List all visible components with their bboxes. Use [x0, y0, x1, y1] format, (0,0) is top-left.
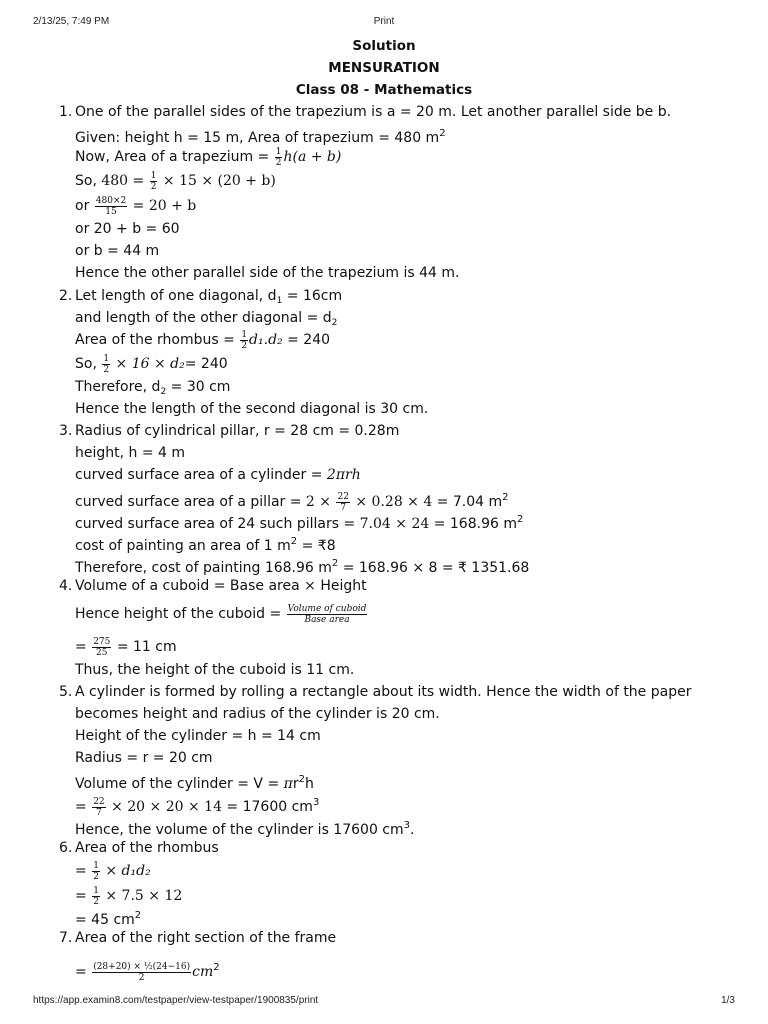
- q5-text-5b: h: [304, 776, 314, 792]
- q5-line-4: [75, 747, 213, 769]
- q3-text-5b: = 168.96 m: [429, 516, 517, 532]
- frac-den: 2: [93, 896, 99, 907]
- q1-math-5: = 20 + b: [128, 198, 197, 214]
- q1-line-1: [59, 101, 672, 123]
- q2-sub-5: 2: [160, 387, 167, 397]
- q4-text-3b: = 11 cm: [112, 639, 177, 655]
- q5-sup-7: 3: [403, 820, 411, 831]
- q5-r: r: [292, 776, 299, 792]
- q1-fraction-5: [95, 196, 127, 217]
- frac-den: 25: [96, 647, 108, 658]
- q7-fraction-2: [92, 962, 191, 983]
- q1-line-4: [75, 170, 276, 192]
- q1-text-6: or 20 + b = 60: [75, 221, 180, 237]
- q3-line-1: [59, 420, 400, 442]
- frac-num: 22: [93, 796, 105, 807]
- frac-num: (28+20) × ½(24−16): [93, 961, 191, 972]
- q1-text-8: Hence the other parallel side of the trapezium is 44 m.: [75, 265, 460, 281]
- q4-line-1: [59, 575, 367, 597]
- q3-math-4a: 2 ×: [305, 494, 336, 510]
- q2-text-2: and length of the other diagonal = d: [75, 310, 332, 326]
- frac-num: 22: [337, 491, 349, 502]
- q5-text-4: Radius = r = 20 cm: [75, 750, 213, 766]
- q1-text-4: So,: [75, 173, 102, 189]
- q2-number: 2.: [59, 288, 73, 304]
- q1-line-8: [75, 262, 460, 284]
- q1-sup-2: 2: [439, 128, 446, 139]
- document-titles: [0, 35, 768, 101]
- frac-num: 1: [150, 170, 157, 181]
- q2-text-1: Let length of one diagonal, d: [75, 288, 277, 304]
- frac-den: 2: [138, 972, 145, 983]
- q6-line-1: [59, 837, 219, 859]
- q2-line-4: [75, 353, 228, 375]
- q3-sup-6: 2: [290, 536, 298, 547]
- q5-sup-6: 3: [312, 797, 320, 808]
- q2-line-6: [75, 398, 428, 420]
- q5-text-7: Hence, the volume of the cylinder is 17600 cm: [75, 822, 404, 838]
- frac-den: 2: [103, 364, 110, 375]
- q3-text-7b: = 168.96 × 8 = ₹ 1351.68: [338, 560, 530, 576]
- q4-text-1: Volume of a cuboid = Base area: [75, 578, 305, 594]
- q6-line-2: [75, 860, 151, 882]
- q5-line-2: [75, 703, 440, 725]
- q5-text-7b: .: [410, 822, 415, 838]
- q1-text-5: or: [75, 198, 94, 214]
- q7-math-2: cm: [192, 964, 214, 980]
- chapter-title: MENSURATION: [328, 60, 440, 76]
- footer-url: https://app.examin8.com/testpaper/view-testpaper/1900835/print: [33, 995, 319, 1006]
- q3-math-5: 7.04 × 24: [359, 516, 430, 532]
- q6-eq-2: =: [75, 863, 92, 879]
- q2-sub-2: 2: [331, 318, 338, 328]
- q2-text-3: Area of the rhombus =: [75, 332, 240, 348]
- q5-math-6: × 20 × 20 × 14: [106, 799, 222, 815]
- q3-text-5: curved surface area of 24 such pillars =: [75, 516, 360, 532]
- q2-text-6: Hence the length of the second diagonal is 30 cm.: [75, 401, 429, 417]
- q2-math-3: d₁.d₂: [249, 332, 283, 348]
- q4-line-3: [75, 636, 177, 658]
- q2-fraction-3: [240, 330, 248, 351]
- print-datetime: 2/13/25, 7:49 PM: [33, 16, 110, 27]
- q2-fraction-4: [102, 354, 110, 375]
- q2-line-3: [75, 329, 330, 351]
- q3-sup-7: 2: [331, 558, 339, 569]
- q3-number: 3.: [59, 423, 73, 439]
- q4-fraction-3: [92, 637, 111, 658]
- frac-num: 1: [93, 885, 99, 896]
- q5-pi: π: [283, 776, 293, 792]
- q4-text-2: Hence height of the cuboid =: [75, 606, 286, 622]
- print-header-title: Print: [373, 16, 395, 27]
- frac-num: 1: [275, 146, 282, 157]
- q4-text-3: =: [75, 639, 92, 655]
- q7-number: 7.: [59, 930, 73, 946]
- page-number: 1/3: [721, 995, 735, 1006]
- q6-number: 6.: [59, 840, 73, 856]
- q2-text-1b: = 16cm: [282, 288, 343, 304]
- q1-text-2: Given: height h = 15 m, Area of trapezium = 480 m: [75, 130, 440, 146]
- q4-line-2: [75, 603, 368, 625]
- q3-sup-4: 2: [502, 492, 509, 503]
- frac-den: 2: [275, 157, 282, 168]
- q1-line-7: [75, 240, 159, 262]
- q7-line-2: [75, 957, 220, 983]
- q5-line-3: [75, 725, 321, 747]
- frac-den: 15: [105, 206, 117, 217]
- q1-text-3: Now, Area of a trapezium =: [75, 149, 274, 165]
- q6-fraction-3: [92, 886, 100, 907]
- q5-text-1: A cylinder is formed by rolling a rectangle about its width. Hence the width of the paper: [75, 684, 692, 700]
- q3-text-6: cost of painting an area of 1 m: [75, 538, 291, 554]
- q4-line-4: [75, 659, 354, 681]
- q6-eq-3: =: [75, 888, 92, 904]
- q4-times: ×: [304, 578, 316, 594]
- frac-den: 7: [96, 807, 102, 818]
- q6-text-4: = 45 cm: [75, 912, 135, 928]
- q6-math-3: × 7.5 × 12: [100, 888, 183, 904]
- q3-text-2: height, h = 4 m: [75, 445, 186, 461]
- q2-text-5: Therefore, d: [75, 379, 161, 395]
- q5-text-2: becomes height and radius of the cylinder is 20 cm.: [75, 706, 440, 722]
- frac-num: 1: [103, 353, 110, 364]
- frac-num: 275: [93, 636, 111, 647]
- q5-line-1: [59, 681, 692, 703]
- frac-den: 7: [340, 502, 347, 513]
- q3-text-4b: = 7.04 m: [432, 494, 503, 510]
- q5-text-5: Volume of the cylinder = V =: [75, 776, 284, 792]
- q1-math-3: h(a + b): [283, 149, 342, 165]
- q6-text-1: Area of the rhombus: [75, 840, 219, 856]
- q6-sup-4: 2: [134, 910, 142, 921]
- q3-sup-5: 2: [516, 514, 524, 525]
- q3-text-1: Radius of cylindrical pillar, r = 28 cm = 0.28m: [75, 423, 400, 439]
- q4-text-4: Thus, the height of the cuboid is 11 cm.: [75, 662, 355, 678]
- q4-text-1b: Height: [315, 578, 367, 594]
- q1-math-4a: 480 =: [101, 173, 149, 189]
- q3-line-2: [75, 442, 185, 464]
- solution-title: Solution: [352, 38, 416, 54]
- frac-den: 2: [150, 181, 157, 192]
- q2-sub-1: 1: [276, 296, 283, 306]
- q7-line-1: [59, 927, 337, 949]
- q2-math-4: × 16 × d₂: [111, 356, 185, 372]
- q1-fraction-half: [275, 147, 283, 168]
- q5-text-6b: = 17600 cm: [221, 799, 313, 815]
- q2-text-4b: = 240: [184, 356, 228, 372]
- q3-math-4b: × 0.28 × 4: [350, 494, 433, 510]
- frac-num: 480×2: [95, 195, 127, 206]
- frac-num: 1: [93, 860, 99, 871]
- q1-line-3: [75, 146, 341, 168]
- q5-sup-5: 2: [298, 774, 305, 785]
- q6-fraction-2: [92, 861, 100, 882]
- q5-text-6: =: [75, 799, 92, 815]
- q3-text-4: curved surface area of a pillar =: [75, 494, 306, 510]
- q2-text-4: So,: [75, 356, 102, 372]
- q7-eq-2: =: [75, 964, 92, 980]
- q3-text-3: curved surface area of a cylinder =: [75, 467, 327, 483]
- q3-line-3: [75, 464, 361, 486]
- frac-num: 1: [241, 329, 248, 340]
- q3-text-7: Therefore, cost of painting 168.96 m: [75, 560, 332, 576]
- q6-math-2: × d₁d₂: [100, 863, 151, 879]
- q1-math-4b: × 15 × (20 + b): [158, 173, 276, 189]
- frac-den: 2: [241, 340, 248, 351]
- q1-text-7: or b = 44 m: [75, 243, 160, 259]
- q4-fraction-2: [287, 604, 368, 625]
- q1-number: 1.: [59, 104, 73, 120]
- q4-number: 4.: [59, 578, 73, 594]
- q1-line-5: [75, 195, 196, 217]
- q1-fraction-4: [150, 171, 158, 192]
- q7-sup-2: 2: [213, 962, 220, 973]
- q5-text-3: Height of the cylinder = h = 14 cm: [75, 728, 321, 744]
- frac-num: Volume of cuboid: [287, 603, 367, 614]
- q1-text-1: One of the parallel sides of the trapezium is a = 20 m. Let another parallel side be b.: [75, 104, 672, 120]
- frac-den: 2: [93, 871, 99, 882]
- q1-line-6: [75, 218, 180, 240]
- q6-line-3: [75, 885, 182, 907]
- q7-text-1: Area of the right section of the frame: [75, 930, 337, 946]
- q2-text-5b: = 30 cm: [166, 379, 231, 395]
- q5-number: 5.: [59, 684, 73, 700]
- q3-math-3: 2πrh: [326, 467, 361, 483]
- q2-text-3b: = 240: [282, 332, 331, 348]
- frac-den: Base area: [304, 614, 350, 625]
- class-subject-title: Class 08 - Mathematics: [295, 82, 473, 98]
- q3-text-6b: = ₹8: [297, 538, 336, 554]
